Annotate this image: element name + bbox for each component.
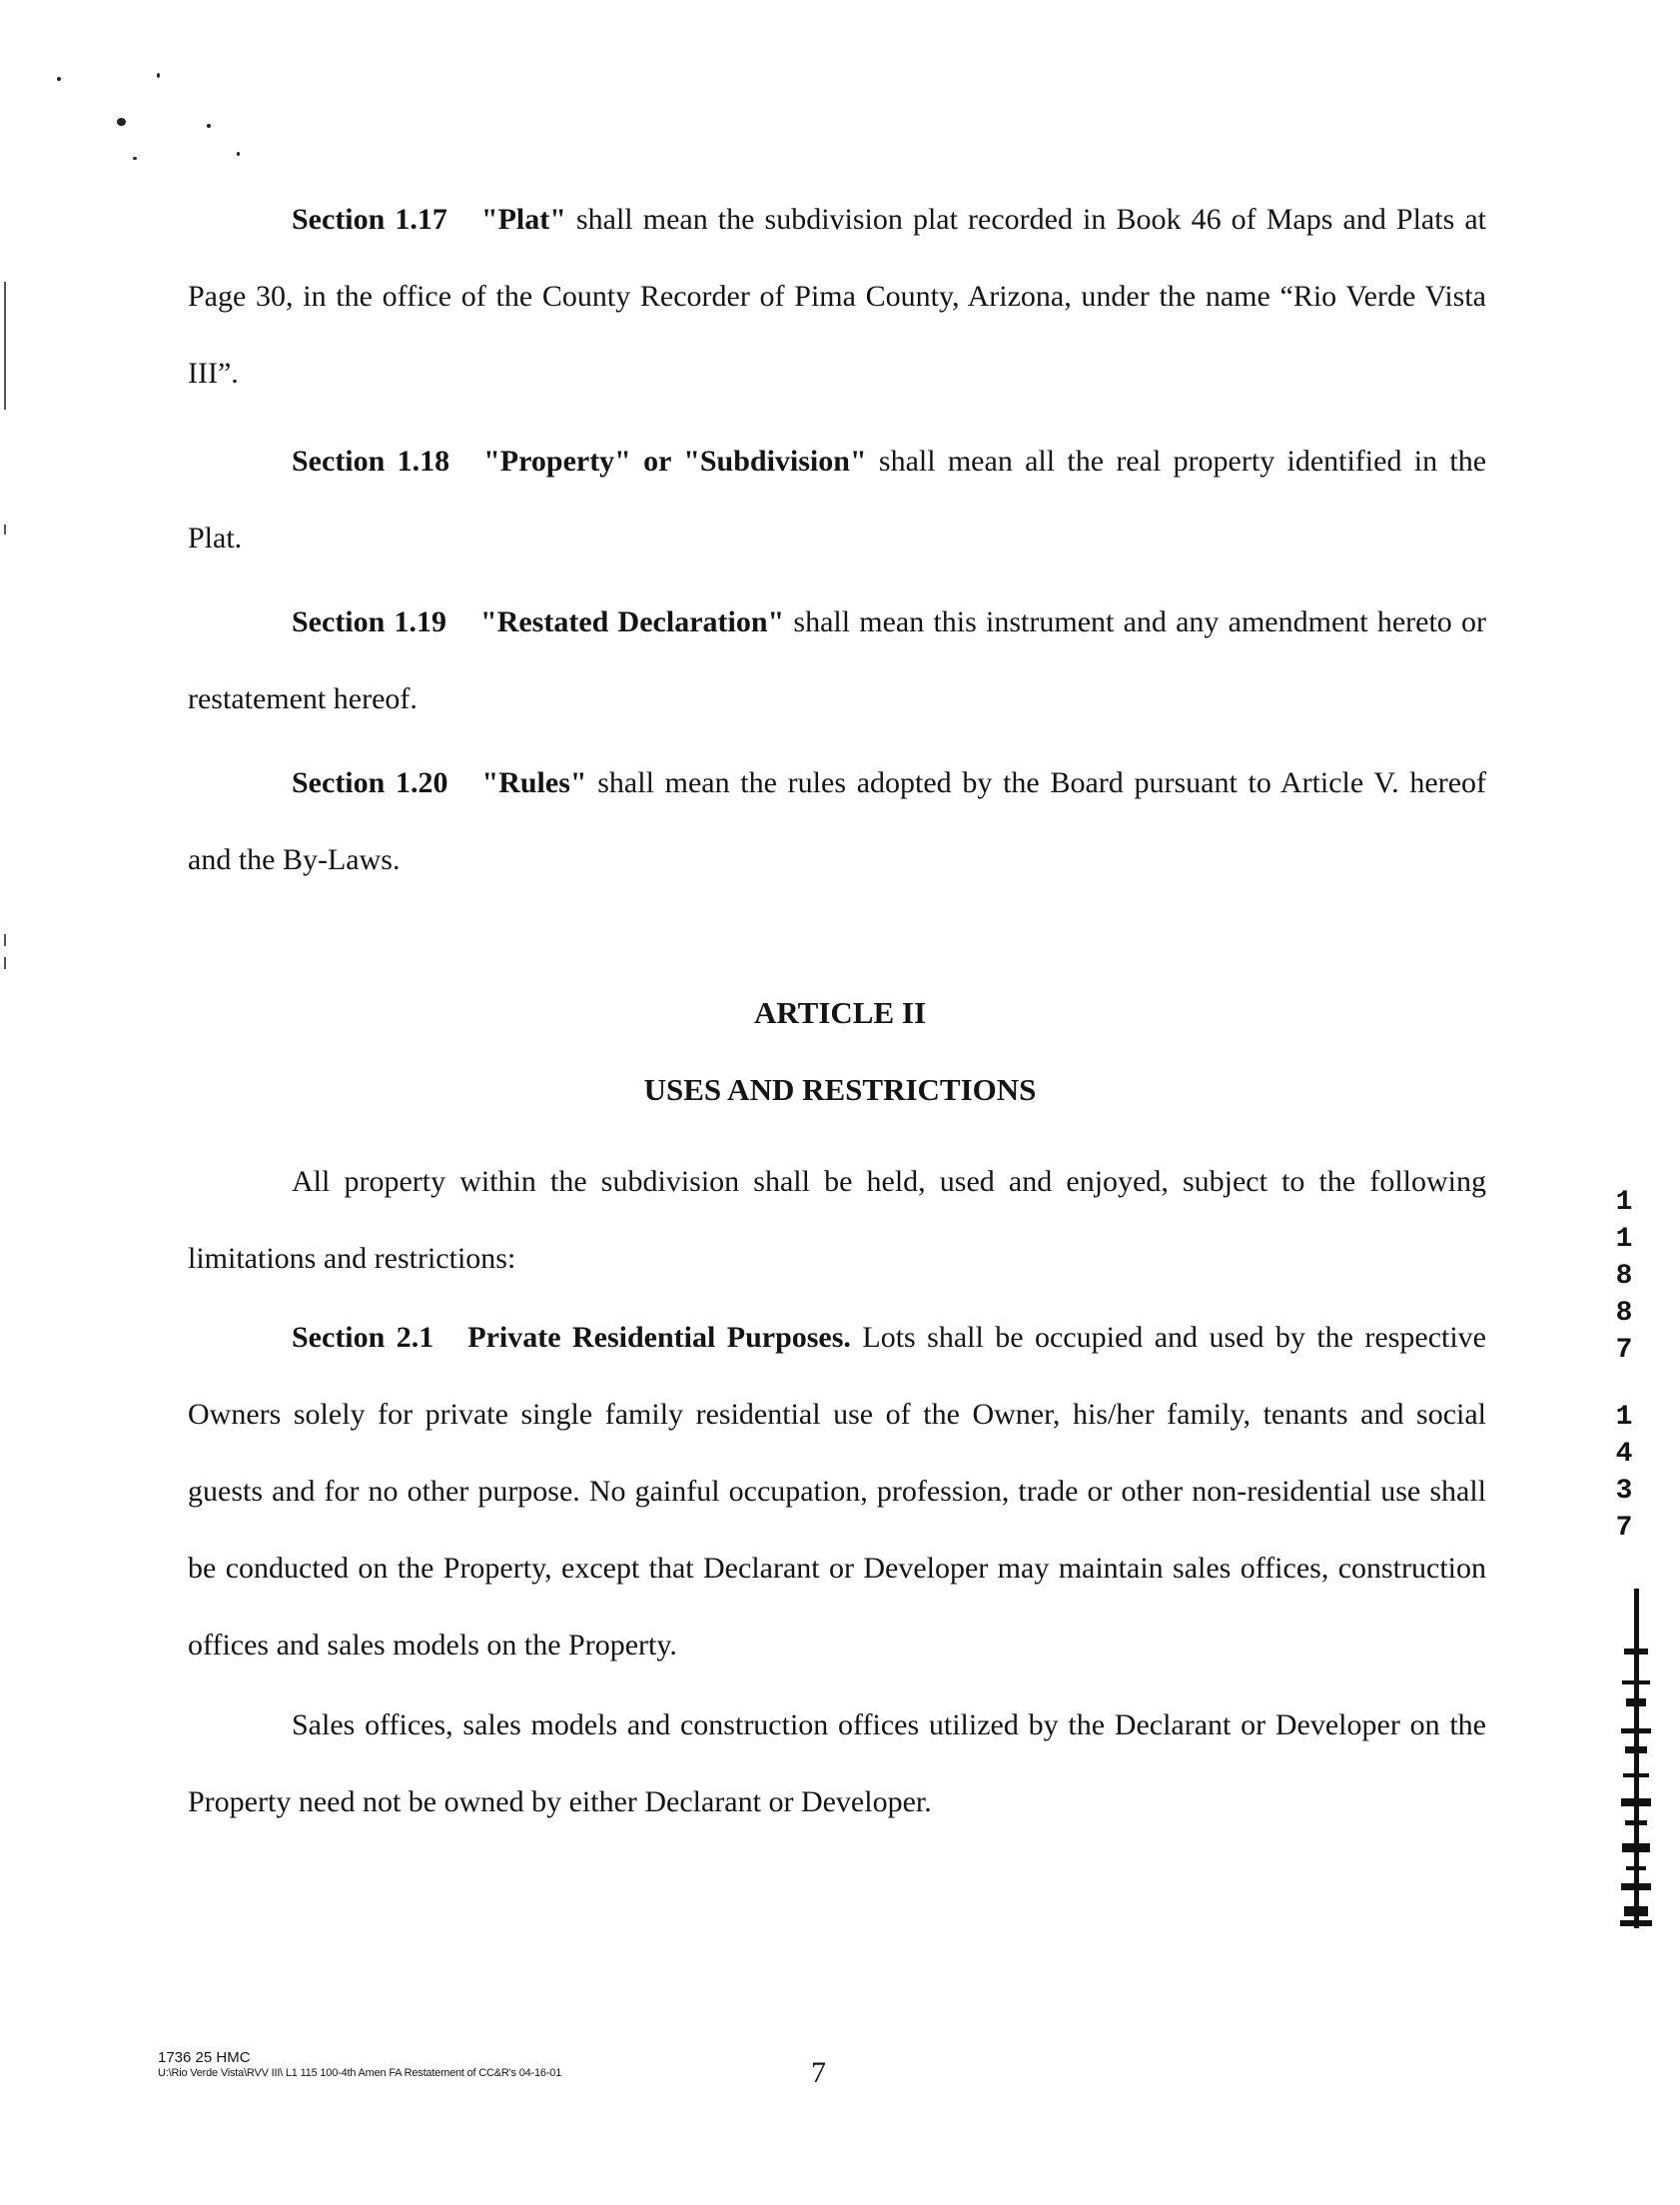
section-1-18 — [188, 423, 1486, 576]
page-number: 7 — [811, 2056, 826, 2089]
section-text: shall mean all the real property identified in the Plat. — [188, 445, 1487, 554]
article-number: ARTICLE II — [753, 995, 927, 1030]
barcode-graphic — [1616, 1589, 1656, 1928]
section-label: Section 1.17 — [292, 203, 447, 236]
scan-speck — [207, 124, 211, 128]
section-label: Section 1.19 — [292, 605, 447, 638]
scan-speck — [133, 157, 137, 160]
stamp-digit: 4 — [1615, 1439, 1633, 1470]
section-1-20 — [188, 744, 1486, 898]
defined-term: "Plat" — [480, 203, 566, 236]
section-label: Section 1.18 — [292, 445, 450, 478]
defined-term: "Rules" — [481, 766, 587, 799]
margin-scan-line — [4, 957, 6, 969]
stamp-digit: 8 — [1615, 1298, 1633, 1329]
stamp-digit: 1 — [1615, 1224, 1633, 1255]
section-1-19 — [188, 583, 1486, 737]
margin-scan-line — [4, 934, 6, 946]
stamp-digit: 8 — [1615, 1261, 1633, 1292]
margin-scan-line — [4, 282, 6, 410]
recording-stamp — [1598, 1184, 1650, 1547]
closing-text: Sales offices, sales models and construction offices utilized by the Declarant or Developer on the Property need not be owned by either Declarant or Developer. — [188, 1708, 1486, 1818]
scan-speck — [57, 77, 61, 81]
section-label: Section 1.20 — [292, 766, 448, 799]
section-heading-term: Private Residential Purposes. — [467, 1321, 851, 1354]
stamp-digit: 1 — [1615, 1187, 1633, 1218]
stamp-digit: 3 — [1615, 1476, 1633, 1507]
article-title: USES AND RESTRICTIONS — [643, 1072, 1037, 1107]
scan-speck — [237, 152, 240, 156]
scan-speck — [157, 73, 160, 78]
section-label: Section 2.1 — [292, 1321, 434, 1354]
defined-term: "Property" or "Subdivision" — [483, 445, 867, 478]
footer-document-id: 1736 25 HMC — [158, 2049, 251, 2066]
stamp-digit: 7 — [1615, 1513, 1633, 1544]
section-text: shall mean the subdivision plat recorded in Book 46 of Maps and Plats at Page 30, in the office of the County Recorder of Pima County, Arizona, under the name “Rio Verde Vista III”. — [188, 203, 1486, 390]
intro-text: All property within the subdivision shall be held, used and enjoyed, subject to the following limitations and restrictions: — [188, 1165, 1486, 1275]
closing-paragraph — [188, 1686, 1486, 1840]
article-intro — [188, 1143, 1486, 1297]
section-text: shall mean the rules adopted by the Board pursuant to Article V. hereof and the By-Laws. — [188, 766, 1486, 876]
scan-speck — [117, 118, 126, 126]
section-1-17 — [188, 181, 1486, 412]
margin-scan-line — [4, 525, 6, 535]
section-2-1 — [188, 1299, 1486, 1683]
section-text: shall mean this instrument and any amendment hereto or restatement hereof. — [188, 605, 1486, 715]
defined-term: "Restated Declaration" — [480, 605, 785, 638]
stamp-digit: 1 — [1615, 1402, 1633, 1433]
footer-file-path: U:\Rio Verde Vista\RVV III\ L1 115 100-4th Amen FA Restatement of CC&R's 04-16-01 — [158, 2067, 562, 2079]
stamp-digit: 7 — [1615, 1335, 1633, 1366]
section-text: Lots shall be occupied and used by the respective Owners solely for private single family residential use of the Owner, his/her family, tenants and social guests and for no other purpose. No gainful occupation, profession, trade or other non-residential use shall be conducted on the Property, except that Declarant or Developer may maintain sales offices, construction offices and sales models on the Property. — [188, 1321, 1486, 1661]
